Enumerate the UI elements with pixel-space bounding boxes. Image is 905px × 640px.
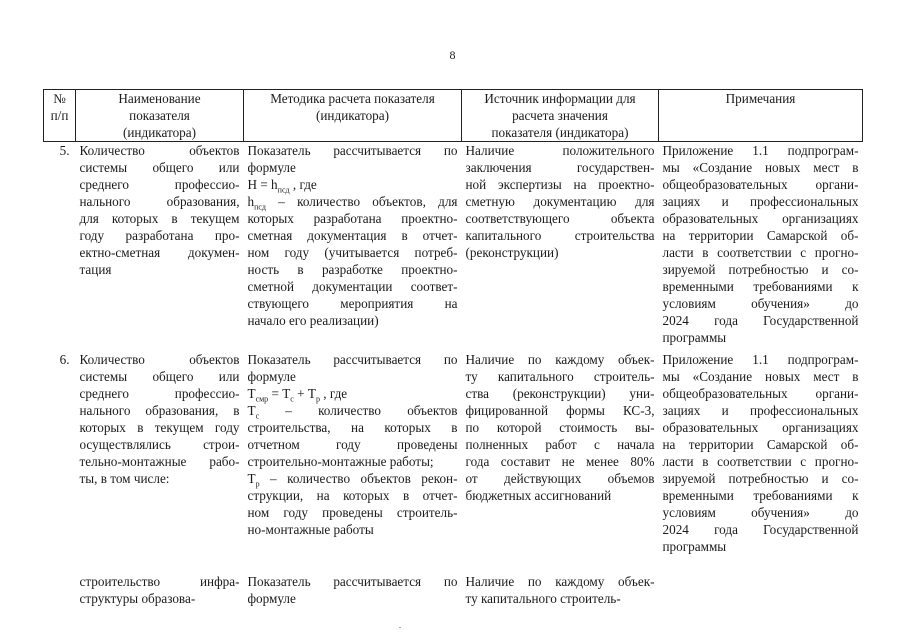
text-line: Количество объектов xyxy=(79,352,240,367)
indicator-name xyxy=(76,351,244,573)
formula-definition: $h_{псд}$ – количество объектов, для xyxy=(247,194,458,212)
calculation-method xyxy=(244,142,462,352)
row-number: 6. xyxy=(59,352,70,367)
text-line: ном году проведены строитель- xyxy=(247,505,458,520)
text-line: (индикатора) xyxy=(122,125,196,140)
text-line: показателя (индикатора) xyxy=(491,125,629,140)
text-line: Примечания xyxy=(725,91,796,106)
header-method xyxy=(244,90,462,142)
text-line: мы «Создание новых мест в xyxy=(662,160,859,175)
text-line: ствующего мероприятия на xyxy=(247,296,458,311)
table-row xyxy=(44,142,863,352)
calculation-method xyxy=(244,351,462,573)
text-line: начало его реализации) xyxy=(247,313,379,328)
text-line: струкции, на которых в отчет- xyxy=(247,488,458,503)
text-line: структуры образова- xyxy=(79,591,196,606)
text-line: фицированной формы КС-3, xyxy=(465,403,655,418)
indicator-name xyxy=(76,142,244,352)
information-source xyxy=(462,142,659,352)
text-line: среднего профессио- xyxy=(79,177,240,192)
table-header-row xyxy=(44,90,863,142)
header-source xyxy=(462,90,659,142)
text-line: расчета значения xyxy=(512,108,608,123)
text-line: заключения государствен- xyxy=(465,160,655,175)
text-line: ласти в соответствии с прогно- xyxy=(662,245,859,260)
text-line: ном году (учитывается потреб- xyxy=(247,245,458,260)
text-line: года составит не менее 80% xyxy=(465,454,655,469)
notes xyxy=(659,142,863,352)
text-line: (индикатора) xyxy=(315,108,389,123)
text-line: на территории Самарской об- xyxy=(662,437,859,452)
text-line: Показатель рассчитывается по xyxy=(247,352,458,367)
text-line: сметную документацию для xyxy=(465,194,655,209)
text-line: нального образования, xyxy=(79,194,240,209)
text-line: Наименование xyxy=(118,91,201,106)
text-line: мы «Создание новых мест в xyxy=(662,369,859,384)
text-line: условиям обучения» до xyxy=(662,296,859,311)
text-line: зациях и профессиональных xyxy=(662,194,859,209)
text-line: полненных работ с начала xyxy=(465,437,655,452)
text-line: ту капитального строитель- xyxy=(465,369,655,384)
text-line: общеобразовательных органи- xyxy=(662,177,859,192)
text-line: на территории Самарской об- xyxy=(662,228,859,243)
text-line: сметной документации соответ- xyxy=(247,279,458,294)
text-line: формуле xyxy=(247,160,296,175)
header-notes xyxy=(659,90,863,142)
formula-definition-tc: $T_с$ – количество объектов xyxy=(247,403,458,421)
notes xyxy=(659,351,863,573)
text-line: ласти в соответствии с прогно- xyxy=(662,454,859,469)
formula: $T_{смр} = T_с + T_р$ , где xyxy=(247,386,348,404)
text-line: Наличие по каждому объек- xyxy=(465,574,655,589)
row-number: 5. xyxy=(59,143,70,158)
text-line: ты, в том числе: xyxy=(79,471,170,486)
text-line: 2024 года Государственной xyxy=(662,313,859,328)
text-line: капитального строительства xyxy=(465,228,655,243)
text-line: Показатель рассчитывается по xyxy=(247,574,458,589)
text-line: зациях и профессиональных xyxy=(662,403,859,418)
text-line: Приложение 1.1 подпрограм- xyxy=(662,352,859,367)
text-line: тация xyxy=(79,262,112,277)
text-line: формуле xyxy=(247,369,296,384)
header-name xyxy=(76,90,244,142)
text-line: № xyxy=(53,91,66,106)
text-line: Методика расчета показателя xyxy=(270,91,435,106)
text-line: соответствующего объекта xyxy=(465,211,655,226)
text-line: Количество объектов xyxy=(79,143,240,158)
text-line: строительства, на которых в xyxy=(247,420,458,435)
text-line: строительство инфра- xyxy=(79,574,240,589)
indicators-table xyxy=(43,89,863,607)
indicator-name xyxy=(76,573,244,607)
text-line: бюджетных ассигнований xyxy=(465,488,612,503)
text-line: формуле xyxy=(247,591,296,606)
text-line: строительно-монтажные работы; xyxy=(247,454,434,469)
text-line: 2024 года Государственной xyxy=(662,522,859,537)
text-line: которых в текущем году xyxy=(79,420,240,435)
calculation-method xyxy=(244,573,462,607)
text-line: программы xyxy=(662,539,727,554)
text-line: ность в разработке проектно- xyxy=(247,262,458,277)
text-line: ства (реконструкции) уни- xyxy=(465,386,655,401)
scan-mark xyxy=(399,627,401,628)
header-number xyxy=(44,90,76,142)
text-line: тельно-монтажные рабо- xyxy=(79,454,240,469)
formula: $H = h_{псд}$ , где xyxy=(247,177,317,195)
text-line: которых разработана проектно- xyxy=(247,211,458,226)
table-row xyxy=(44,573,863,607)
text-line: Источник информации для xyxy=(484,91,636,106)
text-line: образовательных организациях xyxy=(662,420,859,435)
text-line: образовательных организациях xyxy=(662,211,859,226)
text-line: Наличие положительного xyxy=(465,143,655,158)
text-line: по которой стоимость вы- xyxy=(465,420,655,435)
text-line: среднего профессио- xyxy=(79,386,240,401)
text-line: сметная документация в отчет- xyxy=(247,228,458,243)
text-line: п/п xyxy=(50,108,69,123)
text-line: Показатель рассчитывается по xyxy=(247,143,458,158)
table-row xyxy=(44,351,863,573)
text-line: для которых в текущем xyxy=(79,211,240,226)
text-line: временными требованиями к xyxy=(662,279,859,294)
text-line: от действующих объемов xyxy=(465,471,655,486)
text-line: но-монтажные работы xyxy=(247,522,374,537)
row-number xyxy=(44,573,76,607)
text-line: Наличие по каждому объек- xyxy=(465,352,655,367)
text-line: программы xyxy=(662,330,727,345)
text-line: Приложение 1.1 подпрограм- xyxy=(662,143,859,158)
text-line: зируемой потребностью и со- xyxy=(662,471,859,486)
information-source xyxy=(462,351,659,573)
text-line: году разработана про- xyxy=(79,228,240,243)
text-line: отчетном году проведены xyxy=(247,437,458,452)
text-line: системы общего или xyxy=(79,160,240,175)
text-line: временными требованиями к xyxy=(662,488,859,503)
text-line: показателя xyxy=(129,108,190,123)
text-line: общеобразовательных органи- xyxy=(662,386,859,401)
text-line: осуществлялись строи- xyxy=(79,437,240,452)
text-line: зируемой потребностью и со- xyxy=(662,262,859,277)
formula-definition-tr: $T_р$ – количество объектов рекон- xyxy=(247,471,458,489)
information-source xyxy=(462,573,659,607)
page-number: 8 xyxy=(449,48,456,62)
text-line: ной экспертизы на проектно- xyxy=(465,177,655,192)
text-line: нального образования, в xyxy=(79,403,240,418)
text-line: ектно-сметная докумен- xyxy=(79,245,240,260)
text-line: условиям обучения» до xyxy=(662,505,859,520)
text-line: системы общего или xyxy=(79,369,240,384)
text-line: (реконструкции) xyxy=(465,245,559,260)
notes xyxy=(659,573,863,607)
text-line: ту капитального строитель- xyxy=(465,591,621,606)
